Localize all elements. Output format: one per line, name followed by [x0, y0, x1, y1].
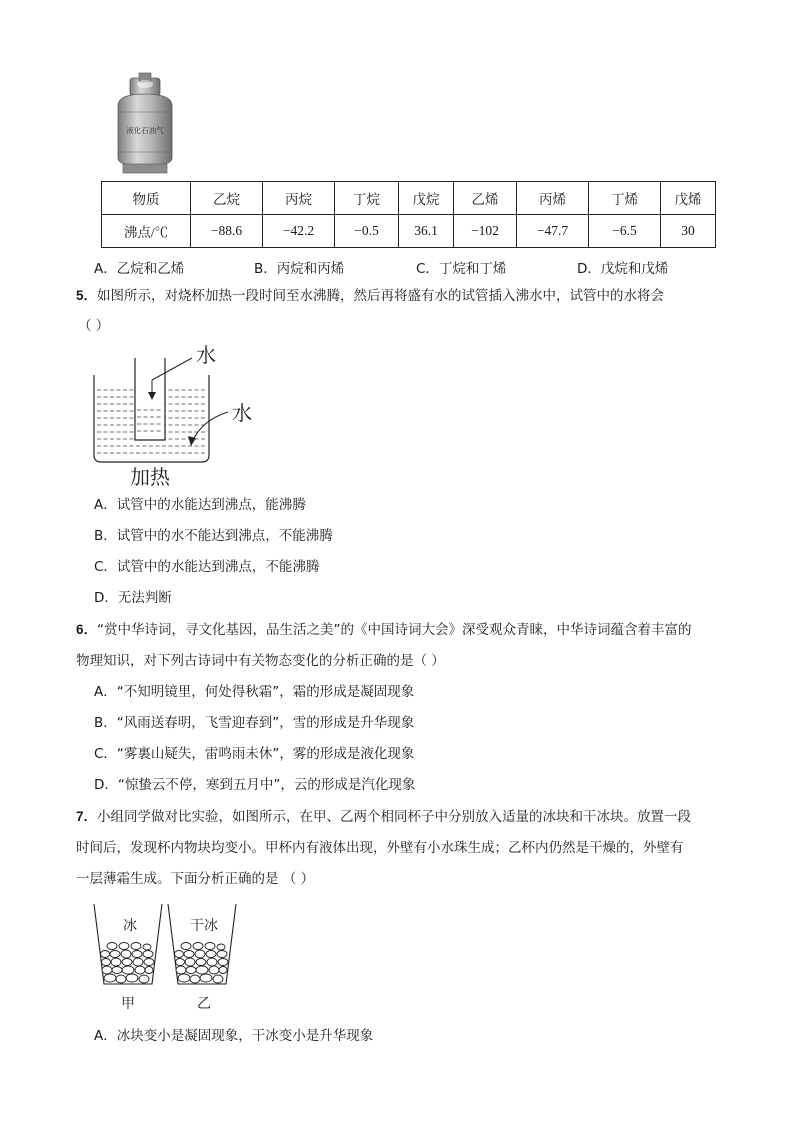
table-row-label: 沸点/℃: [102, 215, 191, 248]
cylinder-label: 液化石油气: [126, 126, 164, 135]
table-header-cell: 乙烷: [191, 182, 263, 215]
q6-stem-text-1: “赏中华诗词，寻文化基因，品生活之美”的《中国诗词大会》深受观众青睐，中华诗词蕴含着丰富的: [97, 622, 692, 638]
beaker-water-label: 水: [232, 401, 252, 425]
q5-option-b[interactable]: B．试管中的水不能达到沸点，不能沸腾: [94, 528, 333, 544]
cup1-content-label: 冰: [123, 918, 137, 934]
q5-number: 5．: [76, 288, 98, 303]
table-cell: −88.6: [191, 215, 263, 248]
table-header-cell: 戊烷: [399, 182, 454, 215]
tube-water-label: 水: [196, 343, 216, 367]
q5-option-c[interactable]: C．试管中的水能达到沸点，不能沸腾: [94, 559, 320, 575]
q6-option-d[interactable]: D．“惊蛰云不停，寒到五月中”，云的形成是汽化现象: [94, 777, 416, 793]
table-header-row: [102, 182, 716, 215]
boiling-point-table: [101, 181, 716, 248]
q4-option-b[interactable]: B．丙烷和丙烯: [254, 261, 345, 277]
q4-option-a[interactable]: A．乙烷和乙烯: [94, 261, 185, 277]
q6-number: 6．: [76, 622, 98, 637]
table-header-cell: 丁烯: [589, 182, 661, 215]
cups-diagram: [90, 900, 250, 1020]
q6-option-b[interactable]: B．“风雨送春明，飞雪迎春到”，雪的形成是升华现象: [94, 715, 415, 731]
cup2-content-label: 干冰: [190, 918, 218, 934]
boiling-diagram: [90, 340, 260, 490]
table-header-cell: 物质: [102, 182, 191, 215]
q6-option-a[interactable]: A．“不知明镜里，何处得秋霜”，霜的形成是凝固现象: [94, 684, 415, 700]
table-header-cell: 丙烷: [263, 182, 335, 215]
table-cell: −0.5: [335, 215, 399, 248]
table-cell: 36.1: [399, 215, 454, 248]
q7-number: 7．: [76, 809, 98, 824]
q4-option-c[interactable]: C．丁烷和丁烯: [416, 261, 507, 277]
q7-option-a[interactable]: A．冰块变小是凝固现象，干冰变小是升华现象: [94, 1028, 374, 1044]
q6-stem: [76, 621, 692, 639]
heat-label: 加热: [130, 465, 170, 489]
gas-cylinder-image: [110, 72, 180, 174]
table-header-cell: 丙烯: [517, 182, 589, 215]
table-row: [102, 215, 716, 248]
q6-option-c[interactable]: C．“雾裏山疑失，雷鸣雨未休”，雾的形成是液化现象: [94, 746, 415, 762]
table-header-cell: 乙烯: [454, 182, 517, 215]
q7-stem-text-3: 一层薄霜生成。下面分析正确的是 （ ）: [76, 871, 315, 887]
table-header-cell: 戊烯: [661, 182, 716, 215]
q5-stem-text-1: 如图所示，对烧杯加热一段时间至水沸腾，然后再将盛有水的试管插入沸水中，试管中的水将会: [97, 288, 665, 304]
table-cell: −42.2: [263, 215, 335, 248]
q4-option-d[interactable]: D．戊烷和戊烯: [577, 261, 669, 277]
table-header-cell: 丁烷: [335, 182, 399, 215]
cup1-label: 甲: [121, 996, 135, 1012]
table-cell: 30: [661, 215, 716, 248]
cup2-label: 乙: [197, 996, 211, 1012]
q4-options: [94, 257, 714, 277]
table-cell: −102: [454, 215, 517, 248]
q7-stem-text-1: 小组同学做对比实验，如图所示，在甲、乙两个相同杯子中分别放入适量的冰块和干冰块。放置一段: [97, 809, 692, 825]
q7-stem: [76, 808, 691, 826]
q5-option-d[interactable]: D．无法判断: [94, 590, 172, 606]
q7-stem-text-2: 时间后，发现杯内物块均变小。甲杯内有液体出现，外壁有小水珠生成；乙杯内仍然是干燥的，外壁有: [76, 840, 684, 856]
q5-stem-text-2: （ ）: [78, 318, 110, 334]
table-cell: −47.7: [517, 215, 589, 248]
table-cell: −6.5: [589, 215, 661, 248]
q5-option-a[interactable]: A．试管中的水能达到沸点，能沸腾: [94, 497, 306, 513]
q5-stem: [76, 287, 664, 305]
q6-stem-text-2: 物理知识，对下列古诗词中有关物态变化的分析正确的是（ ）: [76, 653, 445, 669]
